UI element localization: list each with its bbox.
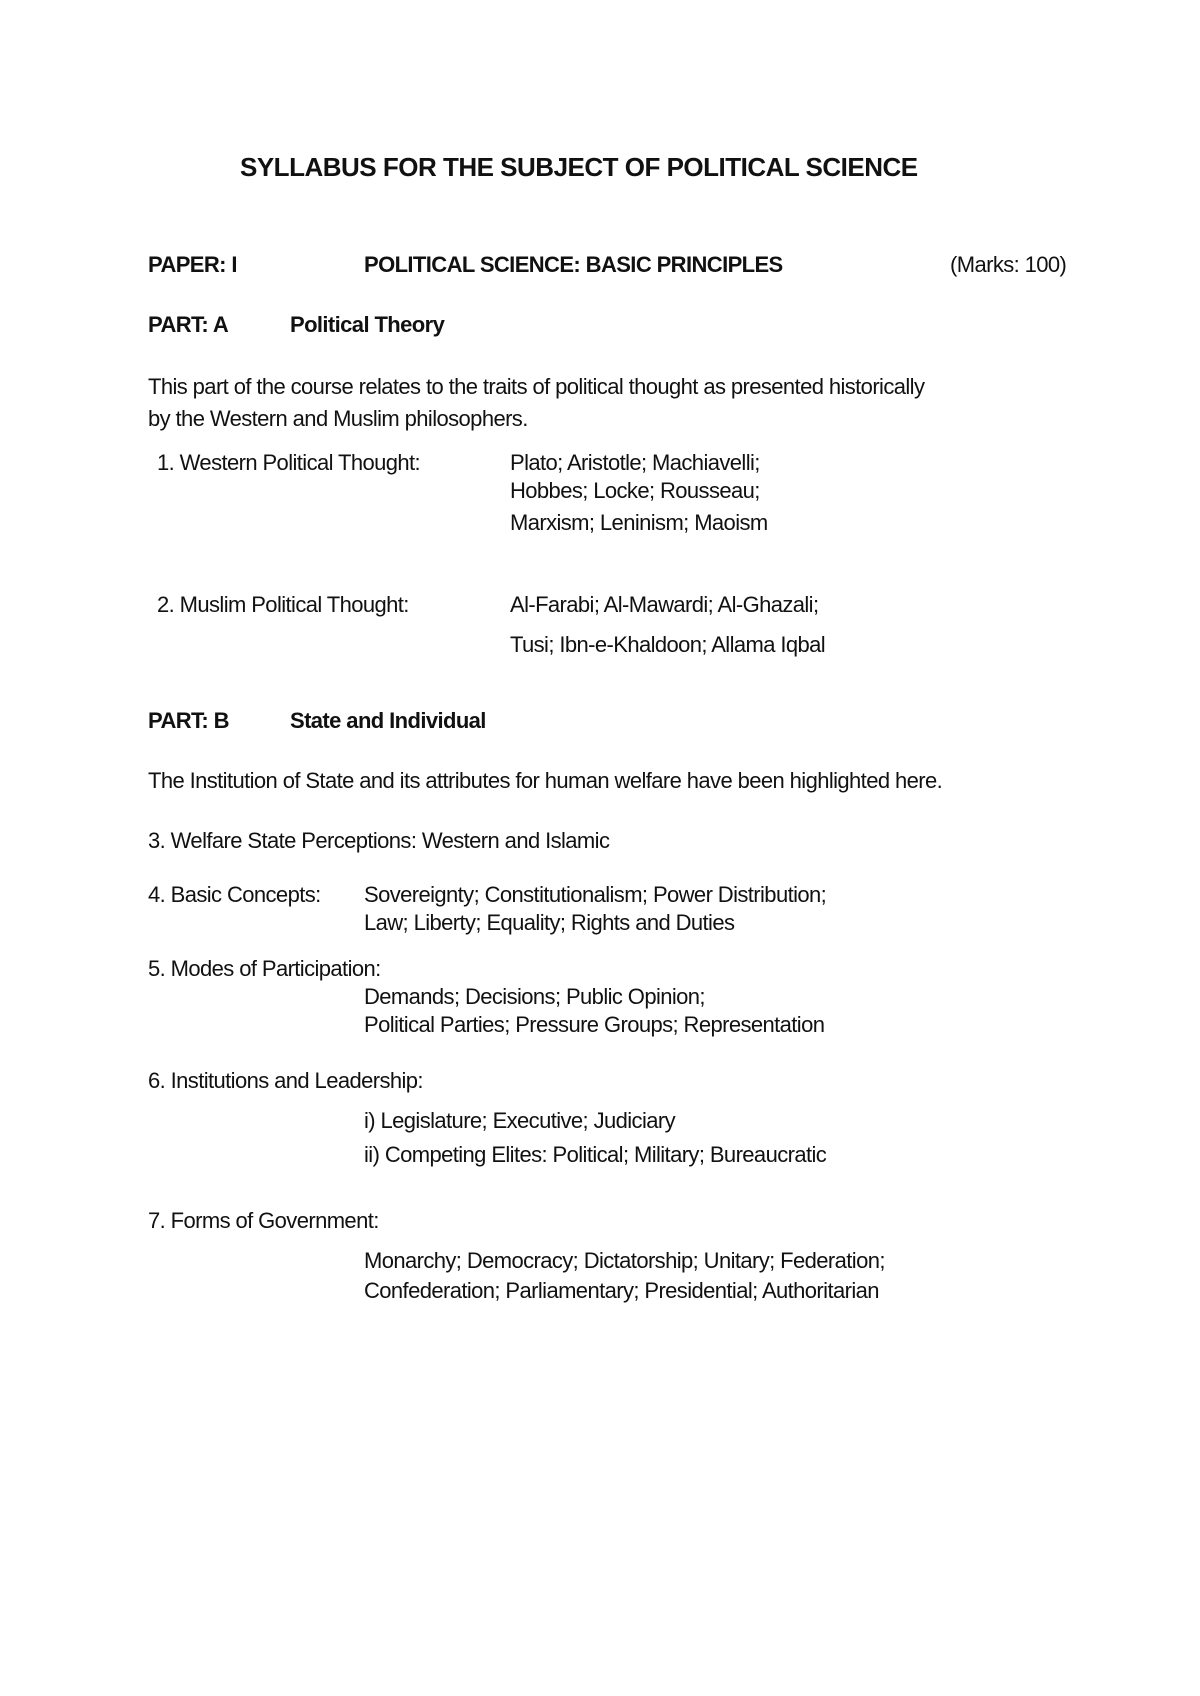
part-b-label: PART: B: [148, 708, 229, 733]
paper-label: PAPER: I: [148, 252, 237, 277]
item-5-label: 5. Modes of Participation:: [148, 956, 381, 981]
item-4-line-1: Sovereignty; Constitutionalism; Power Distribution;: [364, 882, 827, 907]
item-7-line-2: Confederation; Parliamentary; Presidential; Authoritarian: [364, 1278, 879, 1303]
item-7-label: 7. Forms of Government:: [148, 1208, 379, 1233]
item-2-line-2: Tusi; Ibn-e-Khaldoon; Allama Iqbal: [510, 632, 826, 657]
part-a-label: PART: A: [148, 312, 229, 337]
item-3: 3. Welfare State Perceptions: Western and Islamic: [148, 828, 610, 853]
item-5-line-2: Political Parties; Pressure Groups; Representation: [364, 1012, 825, 1037]
item-1-line-2: Hobbes; Locke; Rousseau;: [510, 478, 760, 503]
item-1-line-3: Marxism; Leninism; Maoism: [510, 510, 768, 535]
item-2-label: 2. Muslim Political Thought:: [157, 592, 409, 617]
part-a-intro-line-2: by the Western and Muslim philosophers.: [148, 406, 528, 431]
document-title: SYLLABUS FOR THE SUBJECT OF POLITICAL SCIENCE: [240, 152, 918, 182]
item-5-line-1: Demands; Decisions; Public Opinion;: [364, 984, 705, 1009]
item-4-label: 4. Basic Concepts:: [148, 882, 321, 907]
item-6-label: 6. Institutions and Leadership:: [148, 1068, 423, 1093]
item-7-line-1: Monarchy; Democracy; Dictatorship; Unitary; Federation;: [364, 1248, 885, 1273]
part-b-title: State and Individual: [290, 708, 486, 733]
item-6-line-2: ii) Competing Elites: Political; Military; Bureaucratic: [364, 1142, 827, 1167]
paper-marks: (Marks: 100): [950, 252, 1067, 277]
item-4-line-2: Law; Liberty; Equality; Rights and Duties: [364, 910, 735, 935]
part-b-intro: The Institution of State and its attributes for human welfare have been highlighted here.: [148, 768, 943, 793]
item-1-label: 1. Western Political Thought:: [157, 450, 421, 475]
item-6-line-1: i) Legislature; Executive; Judiciary: [364, 1108, 675, 1133]
paper-name: POLITICAL SCIENCE: BASIC PRINCIPLES: [364, 252, 783, 277]
item-2-line-1: Al-Farabi; Al-Mawardi; Al-Ghazali;: [510, 592, 819, 617]
part-a-intro-line-1: This part of the course relates to the traits of political thought as presented historically: [148, 374, 925, 399]
item-1-line-1: Plato; Aristotle; Machiavelli;: [510, 450, 760, 475]
part-a-title: Political Theory: [290, 312, 445, 337]
